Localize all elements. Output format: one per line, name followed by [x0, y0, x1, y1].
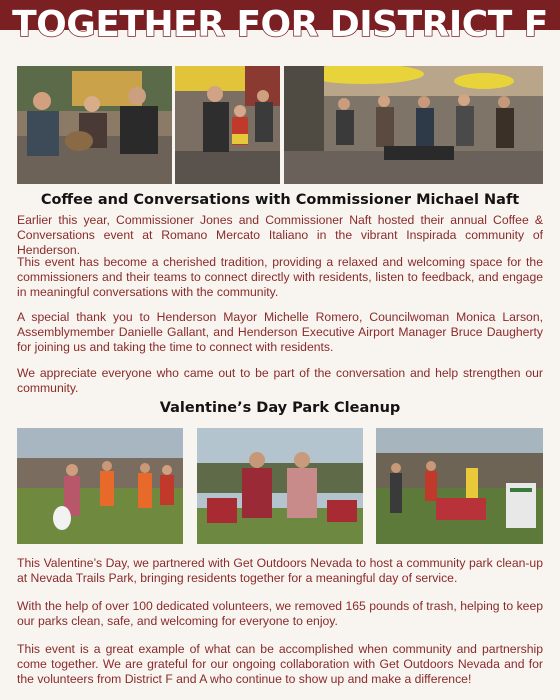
cleanup-paragraph: This Valentine’s Day, we partnered with Get Outdoors Nevada to host a community park clean-up at Nevada Trails Park, bringing residents together for a meaningful day of service. — [17, 556, 543, 585]
cleanup-paragraph: This event is a great example of what can be accomplished when community and partnership come together. We are grateful for our ongoing collaboration with Get Outdoors Nevada and for the volunteers from District F and A who continue to show up and make a difference! — [17, 642, 543, 686]
photo-cleanup-pair — [197, 428, 363, 544]
photo-coffee-family — [175, 66, 280, 184]
photo-cleanup-tables — [376, 428, 543, 544]
coffee-paragraph: A special thank you to Henderson Mayor Michelle Romero, Councilwoman Monica Larson, Assemblymember Danielle Gallant, and Henderson Executive Airport Manager Bruce Daugherty for joining us and taking the time to connect with residents. — [17, 310, 543, 354]
section-heading-cleanup: Valentine’s Day Park Cleanup — [159, 400, 401, 416]
coffee-paragraph: We appreciate everyone who came out to be part of the conversation and help strengthen our community. — [17, 366, 543, 395]
cleanup-paragraph: With the help of over 100 dedicated volunteers, we removed 165 pounds of trash, helping to keep our parks clean, safe, and welcoming for everyone to enjoy. — [17, 599, 543, 628]
page-title: TOGETHER FOR DISTRICT F — [12, 4, 548, 45]
header-banner — [0, 0, 560, 58]
coffee-paragraph: Earlier this year, Commissioner Jones and Commissioner Naft hosted their annual Coffee & Conversations event at Romano Mercato Italiano in the vibrant Inspirada community of Henderson. — [17, 213, 543, 257]
coffee-paragraph: This event has become a cherished tradition, providing a relaxed and welcoming space for the commissioners and their teams to connect directly with residents, listen to feedback, and engage in meaningful conversations with the community. — [17, 255, 543, 299]
photo-coffee-crowd — [284, 66, 543, 184]
section-heading-coffee: Coffee and Conversations with Commissioner Michael Naft — [40, 192, 520, 208]
photo-coffee-group — [17, 66, 172, 184]
photo-cleanup-volunteers — [17, 428, 183, 544]
